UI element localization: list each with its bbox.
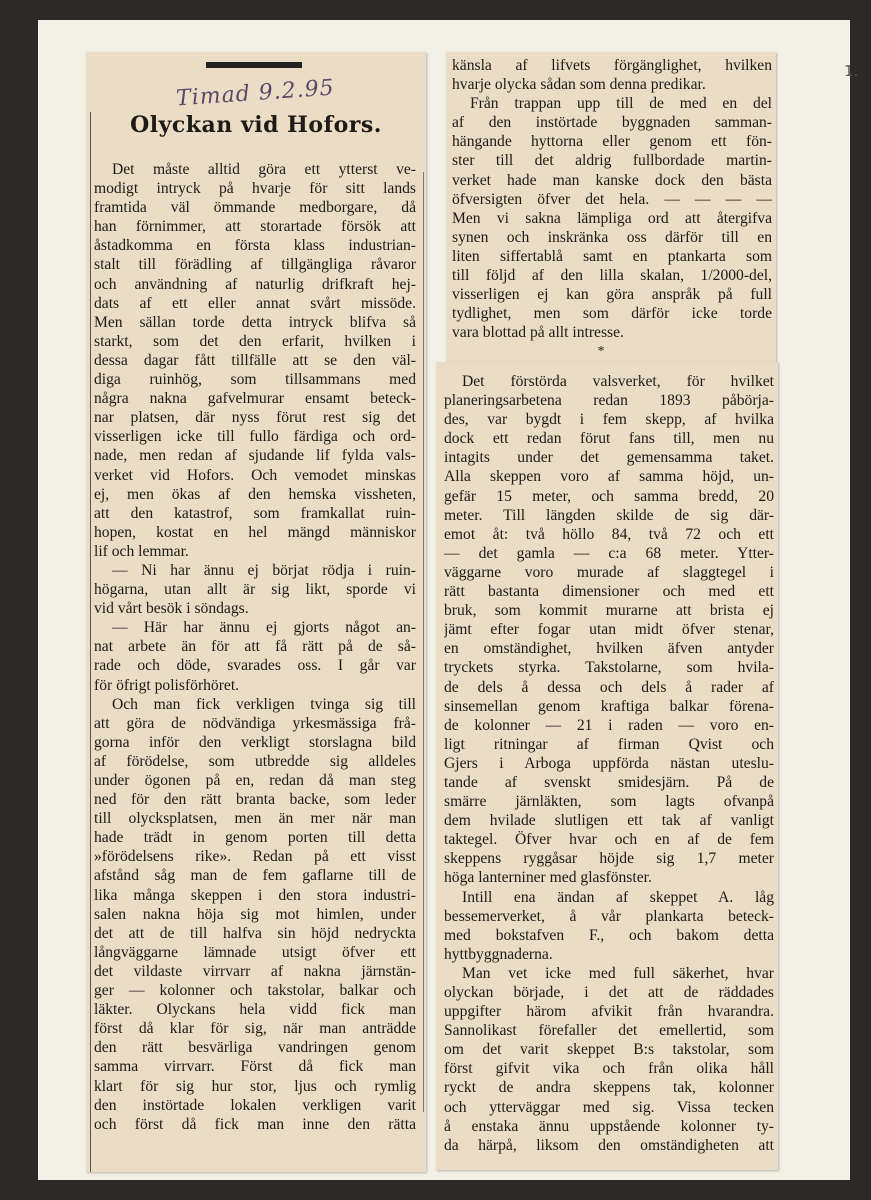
text-line: de kolonner — 21 i raden — voro en-	[444, 716, 774, 734]
clipping-left	[86, 52, 426, 1172]
text-line: starkt, som det den erfarit, hvilken i	[94, 332, 416, 350]
text-line: Det förstörda valsverket, för hvilket	[462, 373, 774, 390]
article-headline: Olyckan vid Hofors.	[130, 112, 382, 138]
article-column-right-bottom	[444, 372, 774, 1155]
text-line: ster till det aldrig fullbordade martin-	[452, 152, 772, 170]
text-line: uppgifter härom afvikit från hvarandra.	[444, 1003, 774, 1021]
text-line: des, var bygdt i fem skepp, af hvilka	[444, 411, 774, 429]
text-line: — Här har ännu ej gjorts något an-	[112, 619, 416, 637]
text-line: under ögonen på en, redan då man steg	[94, 772, 416, 789]
text-line: ryckt de andra skeppens tak, kolonner	[444, 1079, 774, 1097]
text-line: och först då fick man inne den rätta	[94, 1115, 416, 1133]
text-line: visserligen icke till fullo färdiga och ord-	[94, 428, 416, 446]
text-line: långväggarne lämnade utsigt öfver ett	[94, 943, 416, 961]
text-line: högarna, utan allt är sig likt, sporde vi	[94, 581, 416, 599]
text-line: att den katastrof, som framkallat ruin-	[94, 504, 416, 522]
text-line: Alla skeppen voro af samma höjd, un-	[444, 468, 774, 486]
text-line: framtida väl ömmande medborgare, då	[94, 199, 416, 217]
text-line: och användning af naturlig drifkraft hej-	[94, 275, 416, 293]
text-line: Sannolikast förefaller det emellertid, som	[444, 1022, 774, 1040]
text-line: ligt ritningar af firman Qvist och	[444, 735, 774, 753]
text-line: till olycksplatsen, men än mer när man	[94, 810, 416, 828]
text-line: bessemerverket, å vår plankarta beteck-	[444, 907, 774, 925]
text-line: stalt till förädling af tillgängliga råvaror	[94, 256, 416, 274]
text-line: höga lanterniner med glasfönster.	[444, 869, 652, 887]
text-line: för öfrigt polisförhöret.	[94, 676, 240, 694]
text-line: rade och döde, svarades oss. I går var	[94, 657, 416, 675]
text-line: det vildaste virrvarr af nakna järnstän-	[94, 962, 416, 980]
text-line: några nakna gafvelmurar ensamt beteck-	[94, 390, 416, 408]
text-line: rätt bastanta dimensioner och med ett	[444, 583, 774, 601]
text-line: tande af svenskt smidesjärn. På de	[444, 773, 774, 791]
text-line: och ytterväggar med sig. Vissa tecken	[444, 1098, 774, 1116]
text-line: dem hvilade slutligen ett tak af vanligt	[444, 812, 774, 830]
text-line: »förödelsens rike». Redan på ett visst	[94, 848, 416, 866]
text-line: intagits under det gemensamma taket.	[444, 449, 774, 467]
text-line: liten siffertablå samt en ptankarta som	[452, 247, 772, 265]
text-line: dessa dagar fått tillfälle att se den väl-	[94, 351, 416, 369]
text-line: da härpå, liksom den omständigheten att	[444, 1136, 774, 1154]
text-line: Från trappan upp till de med en del	[470, 95, 772, 113]
text-line: olyckan började, i det att de räddades	[444, 984, 774, 1001]
text-line: åstadkomma en första klass industrian-	[94, 237, 416, 255]
text-line: visserligen ej kan göra anspråk på full	[452, 286, 772, 304]
text-line: afstånd såg man de fem gaflarne till de	[94, 867, 416, 885]
text-line: först då klar för sig, när man anträdde	[94, 1020, 416, 1038]
text-line: lika många skeppen i den stora industri-	[94, 886, 416, 904]
text-line: synen och inskränka oss därför till en	[452, 228, 772, 246]
text-line: salen nakna höja sig mot himlen, under	[94, 905, 416, 923]
handwritten-date-note: Timad 9.2.95	[175, 75, 336, 112]
article-column-right-top	[452, 56, 772, 342]
clipping-right-bottom	[436, 344, 778, 1170]
text-line: med bokstafven F., och bakom detta	[444, 926, 774, 944]
text-line: verket vid Hofors. Och vemodet minskas	[94, 466, 416, 484]
text-line: sinsemellan genom kraftiga balkar förena-	[444, 697, 774, 715]
text-line: hyttbyggnaderna.	[444, 945, 553, 963]
text-line: gorna inför den verkligt storslagna bild	[94, 733, 416, 751]
text-line: en omständighet, hvilken äfven antyder	[444, 640, 774, 658]
text-line: om det varit skeppet B:s takstolar, som	[444, 1041, 774, 1059]
section-separator: *	[597, 344, 605, 359]
text-line: gefär 15 meter, och samma bredd, 20	[444, 487, 774, 505]
text-line: planeringsarbetena redan 1893 påbörja-	[444, 392, 774, 410]
text-line: Och man fick verkligen tvinga sig till	[112, 695, 416, 713]
text-line: lif och lemmar.	[94, 542, 189, 560]
text-line: den instörtade lokalen verkligen varit	[94, 1096, 416, 1114]
article-column-left	[94, 160, 416, 1134]
text-line: diga ruinhög, som tillsammans med	[94, 371, 416, 389]
text-line: jämt efter fogar utan midt öfver stenar,	[444, 621, 774, 639]
text-line: Intill ena ändan af skeppet A. låg	[462, 888, 774, 906]
text-line: bruk, som kommit murarne att brista ej	[444, 602, 774, 620]
page-number: 1.	[844, 62, 859, 80]
text-line: till följd af den lilla skalan, 1/2000-del,	[452, 267, 772, 285]
text-line: väggarne voro murade af slaggtegel i	[444, 563, 774, 581]
text-line: skeppens ryggåsar höjde sig 1,7 meter	[444, 850, 774, 868]
text-line: emot åt: två höllo 84, två 72 och ett	[444, 525, 774, 543]
text-line: af förödelse, som utbredde sig alldeles	[94, 752, 416, 770]
text-line: de dels å dessa och dels å rader af	[444, 678, 774, 696]
text-line: känsla af lifvets förgänglighet, hvilken	[452, 57, 772, 74]
text-line: — det gamla — c:a 68 meter. Ytter-	[444, 544, 774, 562]
text-line: att göra de nödvändiga yrkesmässiga frå-	[94, 714, 416, 732]
text-line: ned för den rätt branta backe, som leder	[94, 791, 416, 809]
text-line: hängande hyttorna eller genom ett fön-	[452, 133, 772, 151]
text-line: ej, men ökas af den hemska vissheten,	[94, 485, 416, 503]
text-line: Men vi sakna lämpliga ord att återgifva	[452, 209, 772, 227]
text-line: ger — kolonner och takstolar, balkar och	[94, 982, 416, 1000]
text-line: nar platsen, där nyss förut rest sig det	[94, 409, 416, 427]
text-line: — Ni har ännu ej börjat rödja i ruin-	[112, 561, 416, 579]
text-line: samma virrvarr. Först då fick man	[94, 1058, 416, 1076]
text-line: modigt intryck på hvarje för sitt lands	[94, 180, 416, 198]
text-line: tydlighet, men som därför icke torde	[452, 305, 772, 323]
text-line: å enstaka ännu uppstående kolonner ty-	[444, 1117, 774, 1135]
text-line: hopen, kostat en hel mängd människor	[94, 523, 416, 541]
text-line: smärre järnläkten, som lagts ofvanpå	[444, 793, 774, 811]
text-line: det att de till halfva sin höjd nedryckta	[94, 924, 416, 942]
text-line: verket hade man kanske dock den bästa	[452, 171, 772, 189]
clipping-right-top	[446, 52, 776, 362]
text-line: taktegel. Öfver hvar och en af de fem	[444, 831, 774, 849]
text-line: Det måste alltid göra ett ytterst ve-	[112, 161, 416, 178]
text-line: Man vet icke med full säkerhet, hvar	[462, 964, 774, 982]
headline-rule	[206, 62, 302, 68]
text-line: den rätt besvärliga vandringen genom	[94, 1039, 416, 1057]
text-line: Men sällan torde detta intryck blifva så	[94, 313, 416, 331]
text-line: öfversigten öfver det hela. — — — —	[452, 190, 772, 208]
text-line: vara blottad på allt intresse.	[452, 324, 624, 342]
text-line: läkter. Olyckans hela vidd fick man	[94, 1001, 416, 1019]
text-line: dats af ett eller annat svårt missöde.	[94, 294, 416, 312]
text-line: nat arbete än för att få rätt på de så-	[94, 638, 416, 656]
text-line: meter. Till längden skilde de sig där-	[444, 506, 774, 524]
text-line: dock ett redan förut fans till, men nu	[444, 430, 774, 448]
text-line: först gifvit vika och från olika håll	[444, 1060, 774, 1078]
column-rule	[90, 112, 91, 1172]
text-line: Gjers i Arboga uppförda nästan uteslu-	[444, 754, 774, 772]
text-line: vid vårt besök i söndags.	[94, 600, 249, 618]
text-line: nade, men redan af sjudande lif fylda vals-	[94, 447, 416, 465]
column-rule	[423, 172, 424, 1112]
text-line: tryckets styrka. Takstolarne, som hvila-	[444, 659, 774, 677]
text-line: hade trädt in genom porten till detta	[94, 829, 416, 847]
text-line: klart för sig hur stor, ljus och rymlig	[94, 1077, 416, 1095]
text-line: af den instörtade byggnaden samman-	[452, 114, 772, 132]
text-line: hvarje olycka sådan som denna predikar.	[452, 76, 706, 94]
text-line: han förnimmer, att storartade försök att	[94, 218, 416, 236]
